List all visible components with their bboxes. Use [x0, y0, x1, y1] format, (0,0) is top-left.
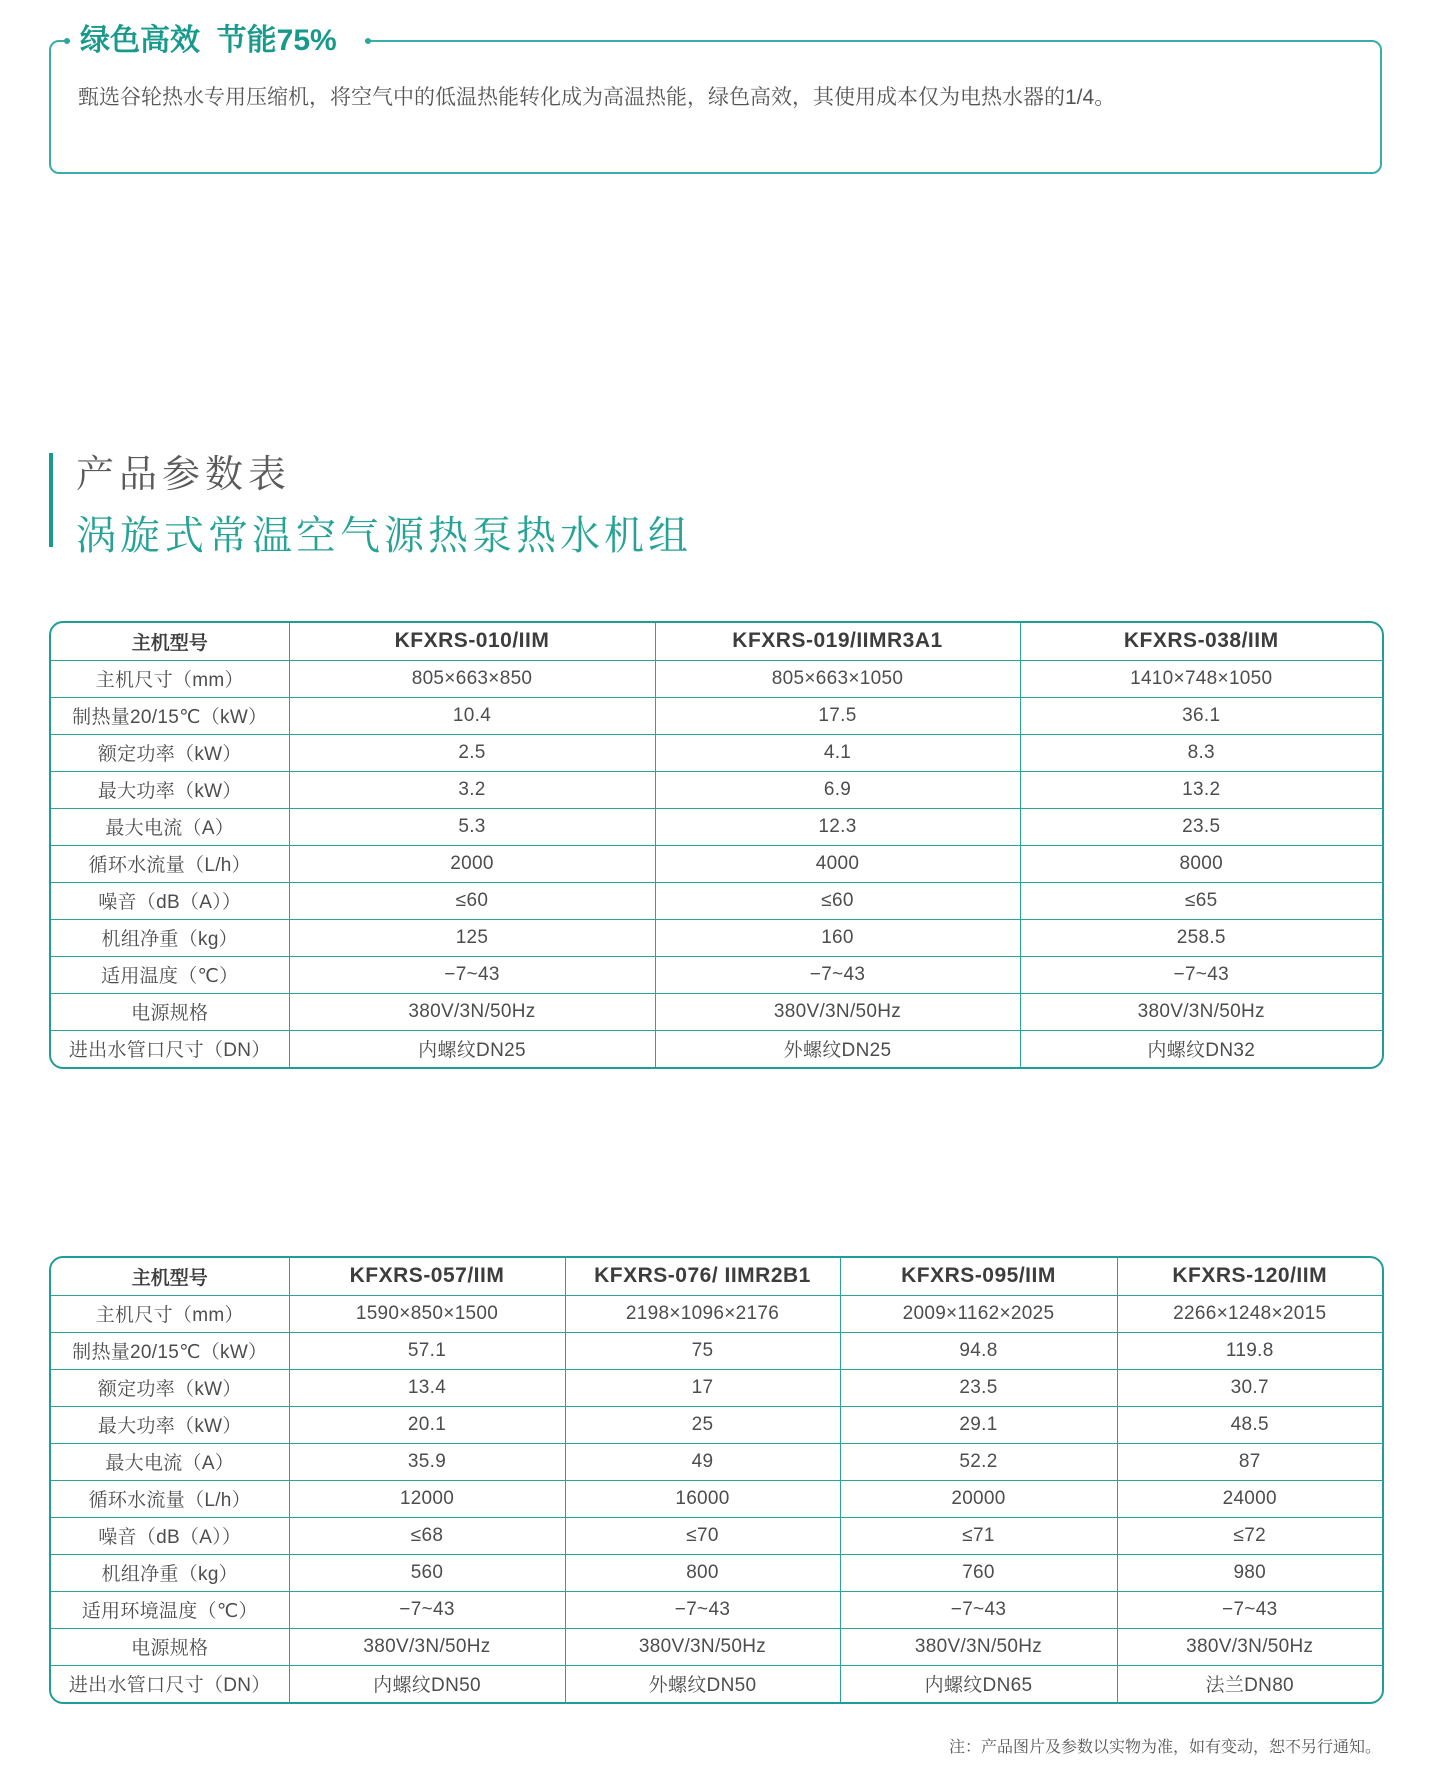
table-row [51, 1665, 1382, 1702]
spec-value-cell: 380V/3N/50Hz [655, 993, 1020, 1030]
table-row [51, 1030, 1382, 1067]
dot-left-icon [64, 38, 70, 44]
spec-table-2 [49, 1256, 1384, 1704]
table-row [51, 1591, 1382, 1628]
spec-value-cell: 35.9 [289, 1443, 565, 1480]
model-header-cell: KFXRS-057/IIM [289, 1258, 565, 1295]
spec-value-cell: 20000 [840, 1480, 1117, 1517]
table-header-row [51, 623, 1382, 660]
feature-description: 甄选谷轮热水专用压缩机，将空气中的低温热能转化成为高温热能，绿色高效，其使用成本仅为电热水器的1/4。 [78, 86, 1116, 109]
spec-value-cell: −7~43 [565, 1591, 840, 1628]
spec-value-cell: −7~43 [840, 1591, 1117, 1628]
spec-label-cell: 最大功率（kW） [51, 771, 289, 808]
spec-label-cell: 主机尺寸（mm） [51, 1295, 289, 1332]
spec-value-cell: ≤60 [655, 882, 1020, 919]
spec-label-cell: 噪音（dB（A）） [51, 1517, 289, 1554]
spec-value-cell: 52.2 [840, 1443, 1117, 1480]
spec-table-1 [49, 621, 1384, 1069]
spec-value-cell: 6.9 [655, 771, 1020, 808]
spec-value-cell: 125 [289, 919, 655, 956]
spec-value-cell: 2.5 [289, 734, 655, 771]
table-row [51, 1332, 1382, 1369]
spec-value-cell: 17.5 [655, 697, 1020, 734]
spec-label-cell: 循环水流量（L/h） [51, 845, 289, 882]
table-row [51, 1628, 1382, 1665]
table-row [51, 919, 1382, 956]
section-subtitle: 涡旋式常温空气源热泵热水机组 [76, 514, 692, 558]
spec-value-cell: 800 [565, 1554, 840, 1591]
spec-label-cell: 循环水流量（L/h） [51, 1480, 289, 1517]
feature-title: 绿色高效 节能75% [80, 24, 337, 57]
spec-value-cell: 13.4 [289, 1369, 565, 1406]
spec-value-cell: 805×663×850 [289, 660, 655, 697]
spec-value-cell: 内螺纹DN32 [1147, 1040, 1256, 1062]
spec-label-cell: 主机尺寸（mm） [51, 660, 289, 697]
model-header-cell: KFXRS-010/IIM [289, 623, 655, 660]
table-row [51, 956, 1382, 993]
spec-label-cell: 电源规格 [51, 1628, 289, 1665]
spec-value-cell: 380V/3N/50Hz [1020, 993, 1382, 1030]
spec-value-cell: 380V/3N/50Hz [289, 1628, 565, 1665]
spec-label-cell: 进出水管口尺寸（DN） [51, 1030, 289, 1067]
spec-value-cell: 4000 [655, 845, 1020, 882]
table-row [51, 1443, 1382, 1480]
spec-label-cell: 最大电流（A） [51, 808, 289, 845]
spec-value-cell: 760 [840, 1554, 1117, 1591]
spec-label-cell: 噪音（dB（A）） [51, 882, 289, 919]
spec-value-cell: 5.3 [289, 808, 655, 845]
table-row [51, 1480, 1382, 1517]
spec-value-cell: ≤70 [565, 1517, 840, 1554]
spec-value-cell: ≤72 [1117, 1517, 1382, 1554]
model-header-cell: KFXRS-038/IIM [1020, 623, 1382, 660]
table-row [51, 1406, 1382, 1443]
spec-label-cell: 适用环境温度（℃） [51, 1591, 289, 1628]
section-title: 产品参数表 [76, 454, 292, 496]
spec-value-cell: 2000 [289, 845, 655, 882]
spec-value-cell: 49 [565, 1443, 840, 1480]
spec-value-cell: 87 [1117, 1443, 1382, 1480]
spec-value-cell: 8.3 [1020, 734, 1382, 771]
table-row [51, 660, 1382, 697]
spec-value-cell: 23.5 [840, 1369, 1117, 1406]
table-row [51, 1295, 1382, 1332]
model-header-cell: KFXRS-120/IIM [1117, 1258, 1382, 1295]
spec-value-cell: 12.3 [655, 808, 1020, 845]
table-row [51, 845, 1382, 882]
spec-value-cell: 36.1 [1020, 697, 1382, 734]
spec-value-cell: 16000 [565, 1480, 840, 1517]
spec-value-cell: 2266×1248×2015 [1117, 1295, 1382, 1332]
spec-value-cell: ≤65 [1020, 882, 1382, 919]
spec-value-cell: 75 [565, 1332, 840, 1369]
table-header-row [51, 1258, 1382, 1295]
spec-value-cell: 2198×1096×2176 [565, 1295, 840, 1332]
spec-value-cell: 48.5 [1117, 1406, 1382, 1443]
spec-value-cell: −7~43 [289, 1591, 565, 1628]
model-header-cell: KFXRS-076/ IIMR2B1 [565, 1258, 840, 1295]
spec-value-cell: −7~43 [655, 956, 1020, 993]
spec-value-cell: 258.5 [1020, 919, 1382, 956]
spec-value-cell: 380V/3N/50Hz [565, 1628, 840, 1665]
spec-value-cell: 10.4 [289, 697, 655, 734]
spec-label-cell: 额定功率（kW） [51, 734, 289, 771]
spec-value-cell: 29.1 [840, 1406, 1117, 1443]
spec-value-cell: 1410×748×1050 [1020, 660, 1382, 697]
spec-value-cell: 法兰DN80 [1205, 1675, 1294, 1697]
spec-value-cell: 外螺纹DN50 [565, 1665, 840, 1702]
spec-label-cell: 电源规格 [51, 993, 289, 1030]
header-label-cell: 主机型号 [51, 623, 289, 660]
spec-value-cell: 30.7 [1117, 1369, 1382, 1406]
table-row [51, 1554, 1382, 1591]
spec-value-cell: 20.1 [289, 1406, 565, 1443]
spec-value-cell: 内螺纹DN50 [289, 1665, 565, 1702]
spec-value-cell: 160 [655, 919, 1020, 956]
table-row [51, 1369, 1382, 1406]
spec-value-cell: ≤68 [289, 1517, 565, 1554]
section-accent-bar [49, 453, 53, 547]
spec-value-cell: 内螺纹DN25 [289, 1030, 655, 1067]
spec-label-cell: 额定功率（kW） [51, 1369, 289, 1406]
spec-value-cell: 25 [565, 1406, 840, 1443]
spec-value-cell: 94.8 [840, 1332, 1117, 1369]
spec-label-cell: 进出水管口尺寸（DN） [51, 1665, 289, 1702]
spec-value-cell: 805×663×1050 [655, 660, 1020, 697]
spec-value-cell: 13.2 [1020, 771, 1382, 808]
spec-value-cell: 24000 [1117, 1480, 1382, 1517]
spec-value-cell: −7~43 [1020, 956, 1382, 993]
spec-value-cell: 2009×1162×2025 [840, 1295, 1117, 1332]
model-header-cell: KFXRS-095/IIM [840, 1258, 1117, 1295]
table-row [51, 882, 1382, 919]
header-label-cell: 主机型号 [51, 1258, 289, 1295]
spec-value-cell: 17 [565, 1369, 840, 1406]
spec-value-cell: −7~43 [289, 956, 655, 993]
spec-label-cell: 制热量20/15℃（kW） [51, 1332, 289, 1369]
table-row [51, 771, 1382, 808]
spec-value-cell: 380V/3N/50Hz [840, 1628, 1117, 1665]
spec-value-cell: 23.5 [1020, 808, 1382, 845]
table-row [51, 1517, 1382, 1554]
spec-label-cell: 制热量20/15℃（kW） [51, 697, 289, 734]
spec-value-cell: 560 [289, 1554, 565, 1591]
footnote: 注：产品图片及参数以实物为准，如有变动，恕不另行通知。 [948, 1739, 1381, 1756]
spec-value-cell: 57.1 [289, 1332, 565, 1369]
model-header-cell: KFXRS-019/IIMR3A1 [655, 623, 1020, 660]
spec-value-cell: 8000 [1020, 845, 1382, 882]
spec-label-cell: 最大功率（kW） [51, 1406, 289, 1443]
dot-right-icon [365, 38, 371, 44]
spec-value-cell: 3.2 [289, 771, 655, 808]
table-row [51, 808, 1382, 845]
spec-value-cell: ≤71 [840, 1517, 1117, 1554]
spec-value-cell: 外螺纹DN25 [655, 1030, 1020, 1067]
spec-value-cell: 12000 [289, 1480, 565, 1517]
spec-value-cell: 内螺纹DN65 [840, 1665, 1117, 1702]
spec-label-cell: 最大电流（A） [51, 1443, 289, 1480]
table-row [51, 993, 1382, 1030]
table-row [51, 697, 1382, 734]
spec-value-cell: −7~43 [1117, 1591, 1382, 1628]
table-row [51, 734, 1382, 771]
spec-label-cell: 适用温度（℃） [51, 956, 289, 993]
spec-value-cell: 380V/3N/50Hz [1117, 1628, 1382, 1665]
spec-value-cell: 380V/3N/50Hz [289, 993, 655, 1030]
spec-value-cell: ≤60 [289, 882, 655, 919]
spec-label-cell: 机组净重（kg） [51, 919, 289, 956]
spec-label-cell: 机组净重（kg） [51, 1554, 289, 1591]
spec-value-cell: 119.8 [1117, 1332, 1382, 1369]
spec-value-cell: 1590×850×1500 [289, 1295, 565, 1332]
spec-value-cell: 4.1 [655, 734, 1020, 771]
spec-value-cell: 980 [1117, 1554, 1382, 1591]
